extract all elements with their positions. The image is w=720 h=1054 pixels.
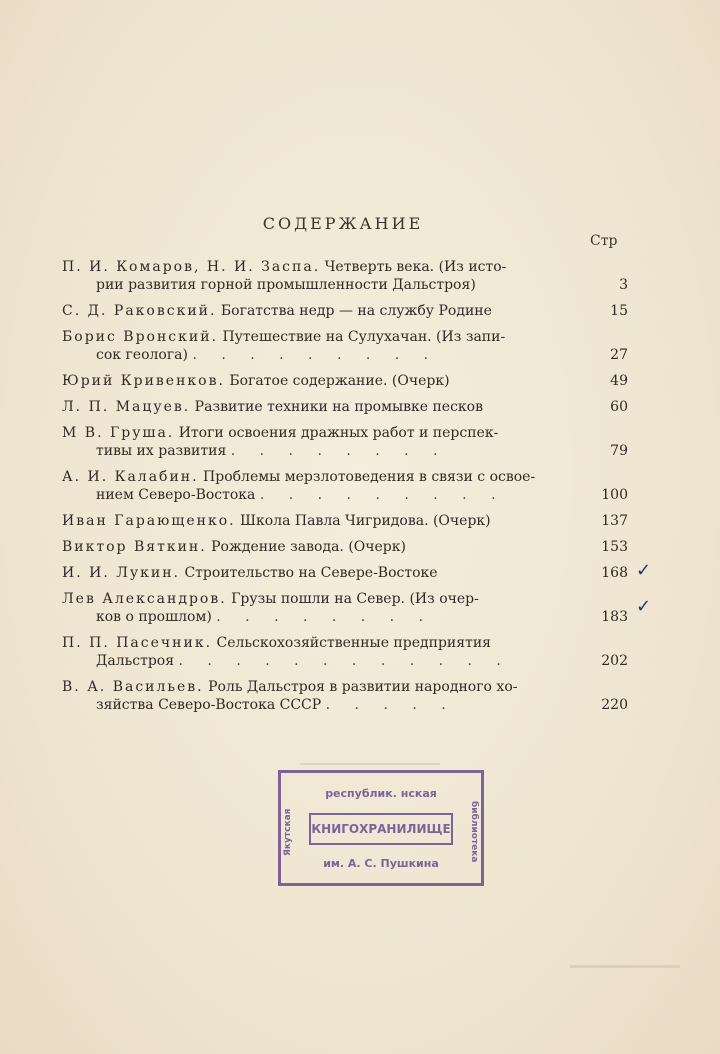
leader-dots: . . . . . . . . . bbox=[259, 487, 506, 503]
stamp-bottom-text: им. А. С. Пушкина bbox=[323, 857, 439, 870]
toc-title-cont: тивы их развития bbox=[96, 443, 227, 459]
toc-author: А. И. Калабин. bbox=[62, 469, 199, 485]
toc-entry bbox=[62, 258, 628, 294]
toc-page-number: 49 bbox=[610, 373, 628, 389]
toc-title: Школа Павла Чигридова. (Очерк) bbox=[235, 513, 491, 529]
toc-title: Четверть века. (Из исто- bbox=[320, 259, 507, 275]
page-column-header: Стр bbox=[590, 233, 618, 249]
toc-entry bbox=[62, 564, 628, 582]
toc-title: Развитие техники на промывке песков bbox=[190, 399, 483, 415]
stamp-left-text: Якутская bbox=[283, 808, 293, 856]
toc-author: Иван Гарающенко. bbox=[62, 513, 236, 529]
toc-author: Лев Александров. bbox=[62, 591, 227, 607]
toc-page-number: 15 bbox=[610, 303, 628, 319]
paper-smudge bbox=[570, 965, 680, 968]
toc-page-number: 220 bbox=[601, 697, 628, 713]
toc-author: И. И. Лукин. bbox=[62, 565, 181, 581]
stamp-top-text: республик. нская bbox=[325, 787, 437, 800]
library-stamp bbox=[278, 770, 484, 886]
toc-author: В. А. Васильев. bbox=[62, 679, 204, 695]
toc-author: М В. Груша. bbox=[62, 425, 175, 441]
toc-title-cont: нием Северо-Востока bbox=[96, 487, 256, 503]
pen-check-icon: ✓ bbox=[636, 596, 652, 617]
toc-entry bbox=[62, 634, 628, 670]
toc-author: Борис Вронский. bbox=[62, 329, 219, 345]
toc-entry bbox=[62, 302, 628, 320]
toc-title-cont: ков о прошлом) bbox=[96, 609, 212, 625]
toc-title: Сельскохозяйственные предприятия bbox=[212, 635, 491, 651]
toc-title: Итоги освоения дражных работ и перспек- bbox=[174, 425, 499, 441]
leader-dots: . . . . . . . . . . . . bbox=[178, 653, 511, 669]
toc-title: Рождение завода. (Очерк) bbox=[206, 539, 406, 555]
toc-author: Л. П. Мацуев. bbox=[62, 399, 191, 415]
toc-title: Проблемы мерзлотоведения в связи с освое- bbox=[198, 469, 536, 485]
toc-title-cont: рии развития горной промышленности Дальстроя) bbox=[96, 277, 476, 293]
leader-dots: . . . . . bbox=[325, 697, 456, 713]
toc-page-number: 3 bbox=[619, 277, 628, 293]
leader-dots: . . . . . . . . bbox=[230, 443, 448, 459]
toc-entry bbox=[62, 424, 628, 460]
toc-author: Виктор Вяткин. bbox=[62, 539, 207, 555]
toc-author: П. П. Пасечник. bbox=[62, 635, 213, 651]
toc-title-cont: сок геолога) bbox=[96, 347, 188, 363]
toc-entry bbox=[62, 372, 628, 390]
toc-entry bbox=[62, 678, 628, 714]
toc-author: Юрий Кривенков. bbox=[62, 373, 225, 389]
toc-entry bbox=[62, 512, 628, 530]
toc-title: Грузы пошли на Север. (Из очер- bbox=[226, 591, 479, 607]
toc-page-number: 183 bbox=[601, 609, 628, 625]
leader-dots: . . . . . . . . bbox=[216, 609, 434, 625]
toc-page-number: 100 bbox=[601, 487, 628, 503]
toc-title: Богатое содержание. (Очерк) bbox=[224, 373, 450, 389]
toc-page-number: 137 bbox=[601, 513, 628, 529]
toc-page-number: 153 bbox=[601, 539, 628, 555]
toc-title: Богатства недр — на службу Родине bbox=[216, 303, 492, 319]
page-title: СОДЕРЖАНИЕ bbox=[262, 214, 424, 233]
stamp-middle-text: КНИГОХРАНИЛИЩЕ bbox=[309, 813, 453, 845]
pen-check-icon: ✓ bbox=[636, 560, 652, 581]
toc-title-cont: зяйства Северо-Востока СССР bbox=[96, 697, 322, 713]
toc-entry bbox=[62, 468, 628, 504]
toc-page-number: 79 bbox=[610, 443, 628, 459]
toc-page-number: 202 bbox=[601, 653, 628, 669]
toc-title: Путешествие на Сулухачан. (Из запи- bbox=[218, 329, 506, 345]
toc-title: Строительство на Севере-Востоке bbox=[180, 565, 438, 581]
stamp-right-text: библиотека bbox=[469, 801, 479, 863]
toc-title: Роль Дальстроя в развитии народного хо- bbox=[203, 679, 518, 695]
toc-author: П. И. Комаров, Н. И. Заспа. bbox=[62, 259, 321, 275]
leader-dots: . . . . . . . . . bbox=[192, 347, 439, 363]
toc-page-number: 27 bbox=[610, 347, 628, 363]
toc-entry bbox=[62, 328, 628, 364]
toc-author: С. Д. Раковский. bbox=[62, 303, 217, 319]
toc-entry bbox=[62, 538, 628, 556]
toc-entry bbox=[62, 590, 628, 626]
toc-page-number: 60 bbox=[610, 399, 628, 415]
toc-page-number: 168 bbox=[601, 565, 628, 581]
paper-smudge bbox=[300, 763, 440, 765]
toc-entry bbox=[62, 398, 628, 416]
toc-title-cont: Дальстроя bbox=[96, 653, 175, 669]
table-of-contents bbox=[62, 258, 628, 722]
